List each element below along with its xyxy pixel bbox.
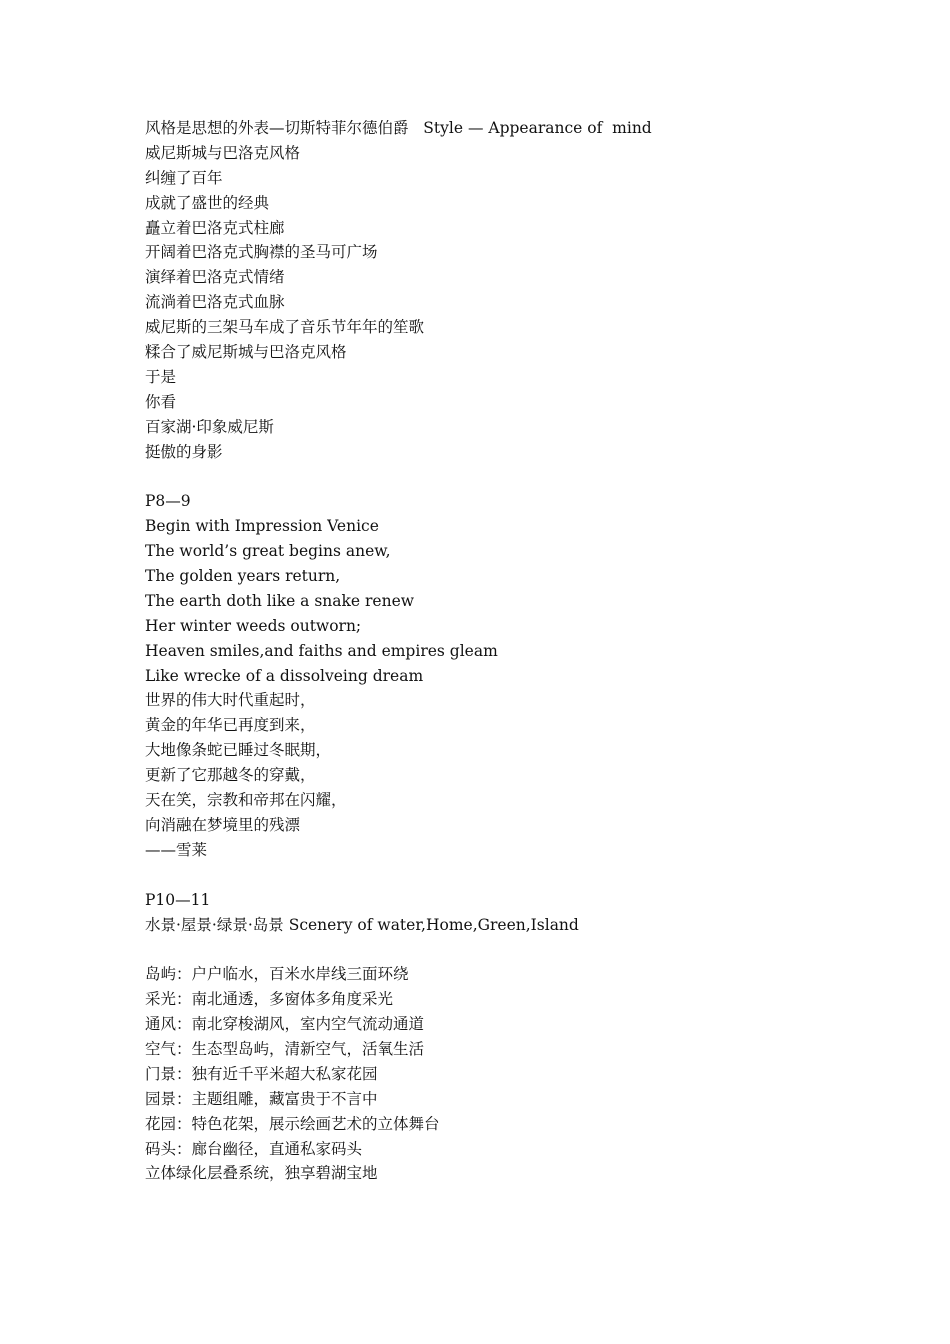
text-line: 挺傲的身影 xyxy=(145,442,223,461)
blank-line xyxy=(145,863,905,888)
section-p8-9 xyxy=(145,489,905,862)
text-line: The world’s great begins anew, xyxy=(145,542,391,561)
text-line: 水景·屋景·绿景·岛景 Scenery of water,Home,Green,Island xyxy=(145,915,579,934)
feature-line: 花园：特色花架，展示绘画艺术的立体舞台 xyxy=(145,1114,440,1133)
text-line: The golden years return, xyxy=(145,567,341,586)
text-line: 矗立着巴洛克式柱廊 xyxy=(145,218,285,237)
feature-line: 码头：廊台幽径，直通私家码头 xyxy=(145,1139,363,1158)
text-line: 纠缠了百年 xyxy=(145,168,223,187)
text-line: 于是 xyxy=(145,367,177,386)
section-p10-11 xyxy=(145,888,905,938)
document-page xyxy=(145,116,905,1186)
text-line: 黄金的年华已再度到来， xyxy=(145,716,316,735)
feature-line: 园景：主题组雕，藏富贵于不言中 xyxy=(145,1089,378,1108)
feature-line: 采光：南北通透，多窗体多角度采光 xyxy=(145,990,394,1009)
text-line: 世界的伟大时代重起时， xyxy=(145,691,316,710)
text-line: 天在笑，宗教和帝邦在闪耀， xyxy=(145,791,347,810)
page-ref: P10—11 xyxy=(145,890,211,909)
text-line: 你看 xyxy=(145,392,177,411)
text-line: Like wrecke of a dissolveing dream xyxy=(145,666,424,685)
feature-line: 空气：生态型岛屿，清新空气，活氧生活 xyxy=(145,1039,425,1058)
text-line: 向消融在梦境里的残漂 xyxy=(145,815,301,834)
blank-line xyxy=(145,937,905,962)
feature-line: 通风：南北穿梭湖风，室内空气流动通道 xyxy=(145,1015,425,1034)
page-ref: P8—9 xyxy=(145,492,191,511)
text-line: 开阔着巴洛克式胸襟的圣马可广场 xyxy=(145,243,378,262)
feature-line: 门景：独有近千平米超大私家花园 xyxy=(145,1064,378,1083)
text-line: 糅合了威尼斯城与巴洛克风格 xyxy=(145,343,347,362)
heading-line: 风格是思想的外表—切斯特菲尔德伯爵 Style — Appearance of mind xyxy=(145,119,652,137)
text-line: 百家湖·印象威尼斯 xyxy=(145,417,274,436)
text-line: Begin with Impression Venice xyxy=(145,517,379,536)
text-line: 演绎着巴洛克式情绪 xyxy=(145,268,285,287)
section-style-poem xyxy=(145,116,905,464)
text-line: Her winter weeds outworn; xyxy=(145,616,362,635)
text-line: 流淌着巴洛克式血脉 xyxy=(145,293,285,312)
blank-line xyxy=(145,464,905,489)
feature-line: 立体绿化层叠系统，独享碧湖宝地 xyxy=(145,1164,378,1183)
text-line: 大地像条蛇已睡过冬眠期， xyxy=(145,741,332,760)
text-line: 威尼斯城与巴洛克风格 xyxy=(145,143,301,162)
section-features xyxy=(145,962,905,1186)
text-line: 成就了盛世的经典 xyxy=(145,193,270,212)
attribution: ——雪莱 xyxy=(145,840,208,859)
text-line: 更新了它那越冬的穿戴， xyxy=(145,766,316,785)
feature-line: 岛屿：户户临水，百米水岸线三面环绕 xyxy=(145,965,409,984)
text-line: Heaven smiles,and faiths and empires gleam xyxy=(145,641,498,660)
text-line: The earth doth like a snake renew xyxy=(145,591,415,610)
text-line: 威尼斯的三架马车成了音乐节年年的笙歌 xyxy=(145,318,425,337)
